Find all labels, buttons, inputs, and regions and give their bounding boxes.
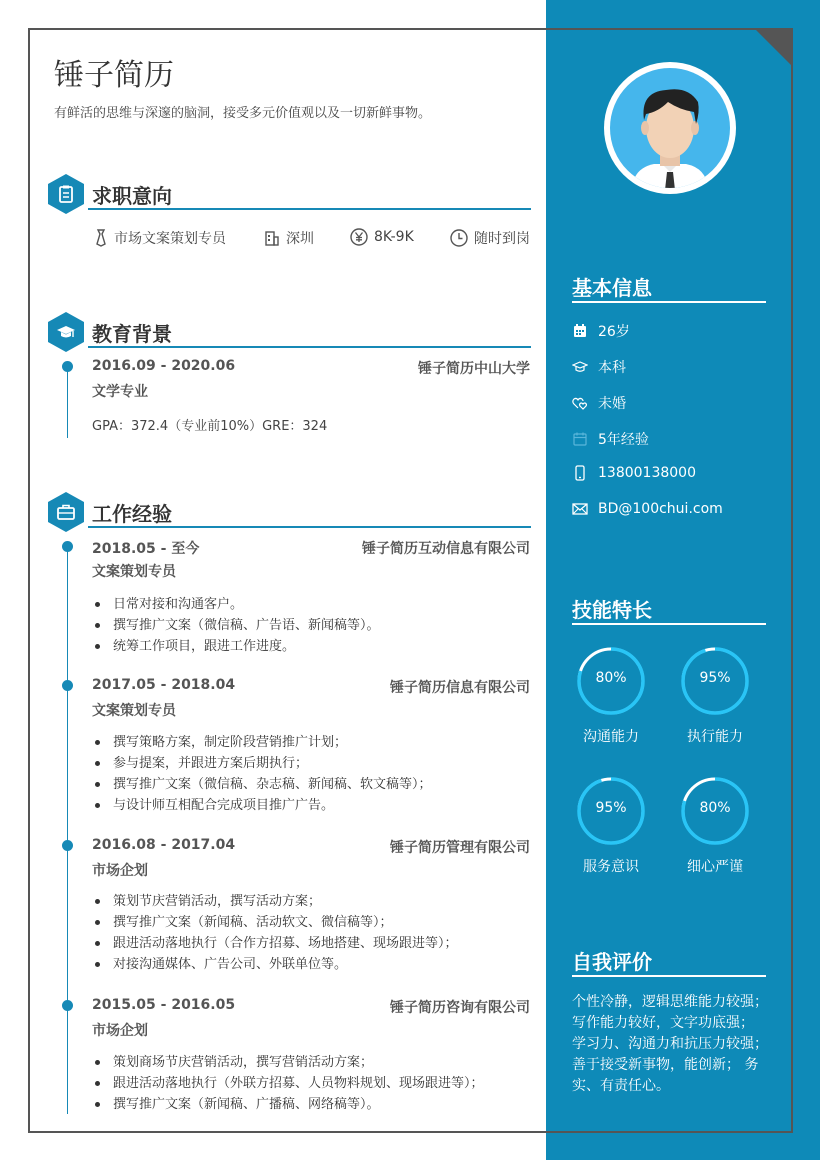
info-experience	[572, 429, 649, 449]
timeline-line	[67, 366, 68, 438]
work-duties	[92, 891, 458, 975]
skill-label: 细心严谨	[687, 859, 743, 875]
work-duties	[92, 732, 432, 816]
section-divider	[88, 526, 531, 528]
skill-percent: 80%	[699, 800, 731, 816]
corner-fold	[756, 30, 792, 66]
list-item: 参与提案，并跟进方案后期执行；	[92, 753, 432, 774]
clock-icon	[450, 229, 468, 247]
education-major: 文学专业	[92, 384, 148, 400]
section-title: 求职意向	[92, 184, 172, 208]
sidebar-title-skills: 技能特长	[572, 598, 652, 622]
info-phone-text: 13800138000	[598, 465, 696, 481]
info-marital	[572, 393, 626, 413]
section-divider	[88, 208, 531, 210]
list-item: 对接沟通媒体、广告公司、外联单位等。	[92, 954, 458, 975]
section-title: 教育背景	[92, 322, 172, 346]
work-company: 锤子简历咨询有限公司	[390, 1000, 530, 1016]
self-evaluation-text: 个性冷静，逻辑思维能力较强； 写作能力较好，文字功底强； 学习力、沟通力和抗压力较强； 善于接受新事物，能创新； 务实、有责任心。	[572, 994, 768, 1094]
work-date: 2017.05 - 2018.04	[92, 677, 236, 693]
timeline-dot	[62, 840, 73, 851]
work-company: 锤子简历互动信息有限公司	[362, 541, 530, 557]
avatar	[610, 68, 730, 188]
info-age-text: 26岁	[598, 324, 630, 340]
skill-label: 沟通能力	[583, 729, 639, 745]
education-detail: GPA：372.4（专业前10%）GRE：324	[92, 419, 328, 434]
intent-position-text: 市场文案策划专员	[114, 231, 226, 247]
resume-motto: 有鲜活的思维与深邃的脑洞，接受多元价值观以及一切新鲜事物。	[54, 106, 432, 121]
briefcase-icon	[48, 492, 84, 532]
info-email-text: BD@100chui.com	[598, 501, 723, 517]
intent-salary-text: 8K-9K	[374, 229, 414, 245]
skill-ring	[680, 776, 750, 876]
sidebar-title-basic: 基本信息	[572, 276, 652, 300]
timeline-dot	[62, 1000, 73, 1011]
clipboard-icon	[48, 174, 84, 214]
list-item: 策划商场节庆营销活动，撰写营销活动方案；	[92, 1052, 484, 1073]
section-education	[48, 312, 531, 352]
work-company: 锤子简历信息有限公司	[390, 680, 530, 696]
list-item: 撰写推广文案（微信稿、广告语、新闻稿等）。	[92, 615, 380, 636]
education-date: 2016.09 - 2020.06	[92, 358, 236, 374]
hearts-icon	[572, 395, 588, 411]
skill-label: 执行能力	[687, 729, 743, 745]
list-item: 跟进活动落地执行（外联方招募、人员物料规划、现场跟进等）；	[92, 1073, 484, 1094]
work-date: 2018.05 - 至今	[92, 541, 200, 557]
resume-name: 锤子简历	[54, 58, 174, 93]
info-age	[572, 321, 630, 341]
skill-label: 服务意识	[583, 859, 639, 875]
calendar-icon	[572, 323, 588, 339]
work-role: 文案策划专员	[92, 703, 176, 719]
graduation-cap-icon	[572, 359, 588, 375]
list-item: 策划节庆营销活动，撰写活动方案；	[92, 891, 458, 912]
list-item: 撰写推广文案（微信稿、杂志稿、新闻稿、软文稿等）；	[92, 774, 432, 795]
intent-position	[94, 228, 226, 248]
section-title: 工作经验	[92, 502, 172, 526]
mail-icon	[572, 501, 588, 517]
yen-icon	[350, 228, 368, 246]
work-duties	[92, 1052, 484, 1115]
education-school: 锤子简历中山大学	[418, 361, 530, 377]
list-item: 撰写策略方案，制定阶段营销推广计划；	[92, 732, 432, 753]
skill-ring	[576, 646, 646, 746]
section-divider	[88, 346, 531, 348]
timeline-dot	[62, 680, 73, 691]
intent-availability-text: 随时到岗	[474, 231, 530, 247]
skill-ring	[576, 776, 646, 876]
info-degree-text: 本科	[598, 360, 626, 376]
list-item: 撰写推广文案（新闻稿、活动软文、微信稿等）；	[92, 912, 458, 933]
intent-salary	[350, 228, 414, 246]
skill-percent: 95%	[699, 670, 731, 686]
info-degree	[572, 357, 626, 377]
sidebar-divider	[572, 301, 766, 303]
work-role: 市场企划	[92, 863, 148, 879]
intent-availability	[450, 228, 530, 248]
building-icon	[264, 230, 280, 246]
work-company: 锤子简历管理有限公司	[390, 840, 530, 856]
sidebar-title-self: 自我评价	[572, 950, 652, 974]
skill-percent: 80%	[595, 670, 627, 686]
list-item: 与设计师互相配合完成项目推广广告。	[92, 795, 432, 816]
sidebar-divider	[572, 623, 766, 625]
section-intent	[48, 174, 531, 214]
sidebar-divider	[572, 975, 766, 977]
list-item: 跟进活动落地执行（合作方招募、场地搭建、现场跟进等）；	[92, 933, 458, 954]
calendar-outline-icon	[572, 431, 588, 447]
info-phone	[572, 465, 696, 481]
intent-city-text: 深圳	[286, 231, 314, 247]
skill-percent: 95%	[595, 800, 627, 816]
graduation-cap-icon	[48, 312, 84, 352]
timeline-dot	[62, 361, 73, 372]
timeline-line	[67, 546, 68, 1114]
section-work	[48, 492, 531, 532]
info-marital-text: 未婚	[598, 396, 626, 412]
work-duties	[92, 594, 380, 657]
work-role: 市场企划	[92, 1023, 148, 1039]
tie-icon	[94, 229, 108, 247]
info-email	[572, 501, 723, 517]
list-item: 统筹工作项目，跟进工作进度。	[92, 636, 380, 657]
work-role: 文案策划专员	[92, 564, 176, 580]
phone-icon	[572, 465, 588, 481]
skill-ring	[680, 646, 750, 746]
timeline-dot	[62, 541, 73, 552]
list-item: 撰写推广文案（新闻稿、广播稿、网络稿等）。	[92, 1094, 484, 1115]
work-date: 2016.08 - 2017.04	[92, 837, 236, 853]
list-item: 日常对接和沟通客户。	[92, 594, 380, 615]
info-experience-text: 5年经验	[598, 432, 649, 448]
intent-city	[264, 228, 314, 248]
work-date: 2015.05 - 2016.05	[92, 997, 236, 1013]
